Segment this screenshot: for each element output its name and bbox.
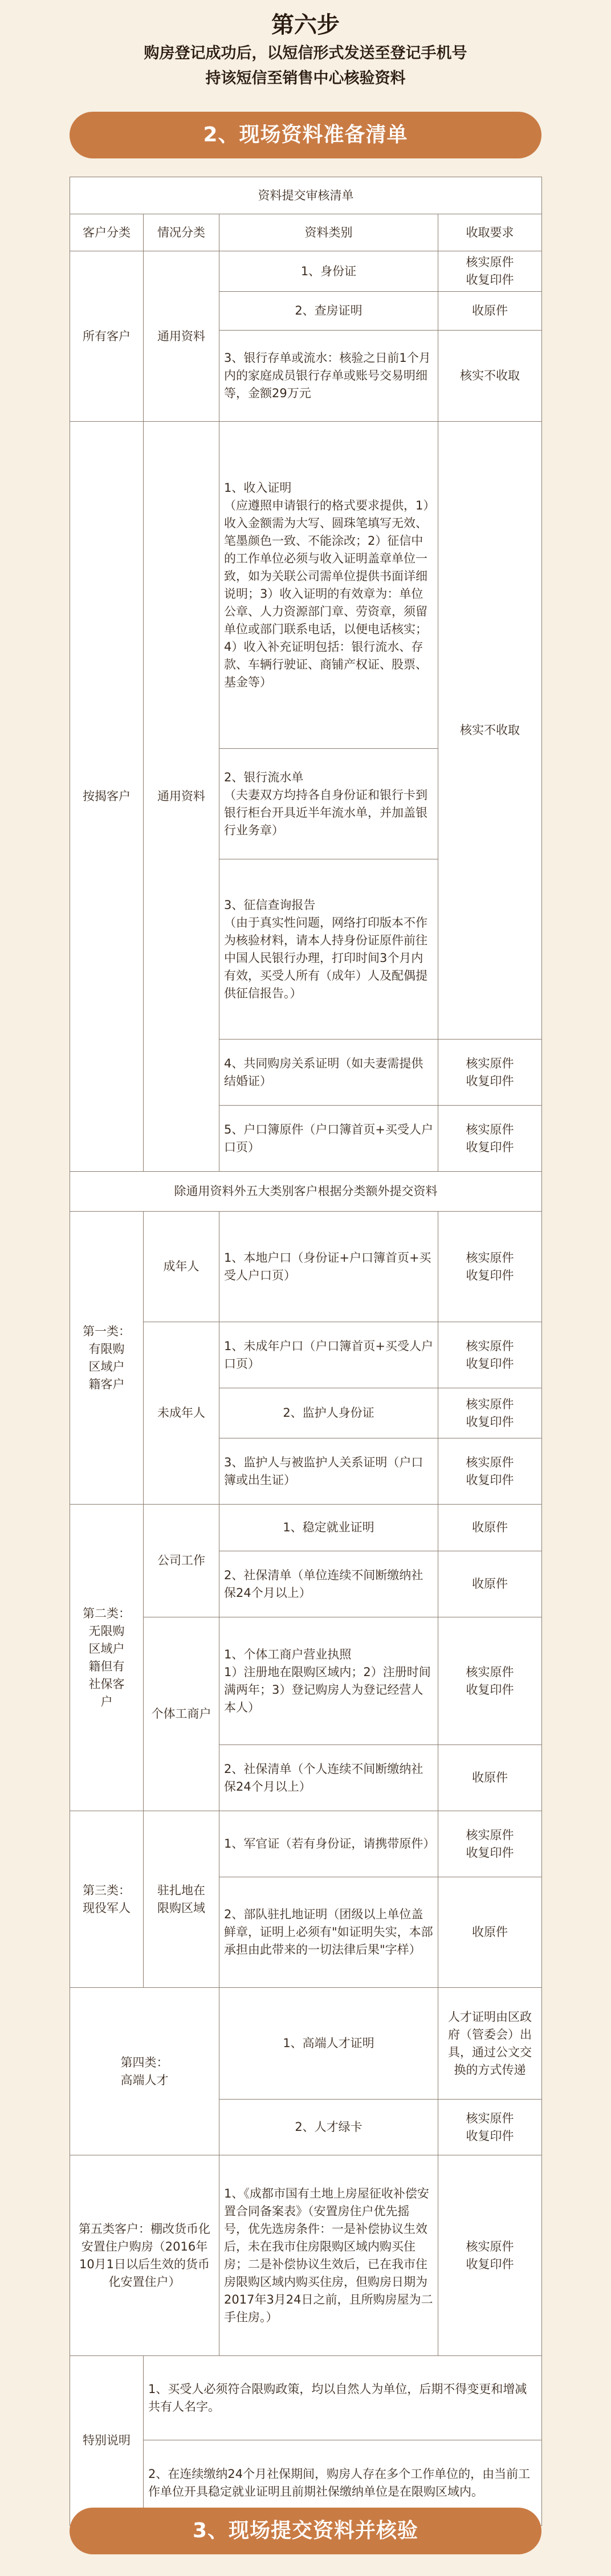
doc-cell: 2、社保清单（个人连续不间断缴纳社保24个月以上） <box>219 1745 438 1811</box>
doc-cell: 2、社保清单（单位连续不间断缴纳社保24个月以上） <box>219 1551 438 1617</box>
req-cell: 收原件 <box>438 1505 542 1551</box>
req-cell: 核实原件 收复印件 <box>438 1106 542 1172</box>
category-class3: 第三类： 现役军人 <box>70 1811 144 1988</box>
doc-cell: 1、高端人才证明 <box>219 1988 438 2100</box>
doc-cell: 1、未成年户口（户口簿首页+买受人户口页） <box>219 1322 438 1388</box>
table-caption: 资料提交审核清单 <box>70 177 542 214</box>
doc-cell: 1、收入证明 （应遵照申请银行的格式要求提供，1）收入金额需为大写、圆珠笔填写无效、笔墨颜色一致、不能涂改；2）征信中的工作单位必须与收入证明盖章单位一致，如为关联公司需单位提供书面详细说明；3）收入证明的有效章为：单位公章、人力资源部门章、劳资章，须留单位或部门联系电话，以便电话核实；4）收入补充证明包括：银行流水、存款、车辆行驶证、商铺产权证、股票、基金等） <box>219 422 438 749</box>
doc-cell: 1、《成都市国有土地上房屋征收补偿安置合同备案表》（安置房住户优先摇号，优先选房条件：一是补偿协议生效后，未在我市住房限购区域内购买住房；二是补偿协议生效后，已在我市住房限购区域内购买住房，但购房日期为2017年3月24日之前，且所购房屋为二手住房。） <box>219 2155 438 2356</box>
header-situation: 情况分类 <box>144 214 219 251</box>
category-all-customers: 所有客户 <box>70 251 144 422</box>
doc-cell: 2、银行流水单 （夫妻双方均持各自身份证和银行卡到银行柜台开具近半年流水单，并加盖银行业务章） <box>219 749 438 859</box>
extra-caption: 除通用资料外五大类别客户根据分类额外提交资料 <box>70 1172 542 1212</box>
req-cell: 核实原件 收复印件 <box>438 1388 542 1438</box>
doc-cell: 1、个体工商户营业执照 1）注册地在限购区域内；2）注册时间满两年；3）登记购房人为登记经营人本人） <box>219 1617 438 1745</box>
doc-cell: 3、银行存单或流水：核验之日前1个月内的家庭成员银行存单或账号交易明细等，金额29万元 <box>219 331 438 422</box>
req-cell: 人才证明由区政府（管委会）出具，通过公文交换的方式传递 <box>438 1988 542 2100</box>
section3-banner: 3、现场提交资料并核验 <box>70 2508 541 2554</box>
req-cell: 核实不收取 <box>438 422 542 1040</box>
req-cell: 核实原件 收复印件 <box>438 251 542 292</box>
section2-banner: 2、现场资料准备清单 <box>70 112 541 158</box>
doc-cell: 1、军官证（若有身份证，请携带原件） <box>219 1811 438 1877</box>
req-cell: 收原件 <box>438 1745 542 1811</box>
category-class1: 第一类： 有限购 区域户 籍客户 <box>70 1212 144 1505</box>
doc-cell: 1、身份证 <box>219 251 438 292</box>
req-cell: 核实原件 收复印件 <box>438 1617 542 1745</box>
checklist-table <box>70 177 542 2526</box>
step-desc-line2: 持该短信至销售中心核验资料 <box>205 70 406 87</box>
req-cell: 核实原件 收复印件 <box>438 1438 542 1505</box>
req-cell: 收原件 <box>438 292 542 331</box>
header-customer-type: 客户分类 <box>70 214 144 251</box>
step-header <box>0 0 611 91</box>
doc-cell: 2、监护人身份证 <box>219 1388 438 1438</box>
doc-cell: 3、监护人与被监护人关系证明（户口簿或出生证） <box>219 1438 438 1505</box>
step-desc-line1: 购房登记成功后，以短信形式发送至登记手机号 <box>144 44 467 62</box>
special-note-label: 特别说明 <box>70 2356 144 2526</box>
doc-cell: 2、人才绿卡 <box>219 2100 438 2155</box>
req-cell: 收原件 <box>438 1877 542 1988</box>
category-class4: 第四类： 高端人才 <box>70 1988 219 2155</box>
doc-cell: 4、共同购房关系证明（如夫妻需提供结婚证） <box>219 1040 438 1106</box>
special-note-1: 1、买受人必须符合限购政策，均以自然人为单位，后期不得变更和增减共有人名字。 <box>144 2356 542 2440</box>
doc-cell: 2、查房证明 <box>219 292 438 331</box>
category-mortgage: 按揭客户 <box>70 422 144 1172</box>
doc-cell: 2、部队驻扎地证明（团级以上单位盖鲜章，证明上必须有"如证明失实，本部承担由此带来的一切法律后果"字样） <box>219 1877 438 1988</box>
situation-company-work: 公司工作 <box>144 1505 219 1617</box>
doc-cell: 1、稳定就业证明 <box>219 1505 438 1551</box>
situation-self-employed: 个体工商户 <box>144 1617 219 1811</box>
situation-minor: 未成年人 <box>144 1322 219 1505</box>
req-cell: 核实原件 收复印件 <box>438 1322 542 1388</box>
req-cell: 核实原件 收复印件 <box>438 1040 542 1106</box>
req-cell: 核实原件 收复印件 <box>438 2100 542 2155</box>
situation-garrison: 驻扎地在 限购区域 <box>144 1811 219 1988</box>
situation-general: 通用资料 <box>144 251 219 422</box>
req-cell: 核实原件 收复印件 <box>438 2155 542 2356</box>
req-cell: 核实原件 收复印件 <box>438 1212 542 1322</box>
doc-cell: 3、征信查询报告 （由于真实性问题，网络打印版本不作为核验材料，请本人持身份证原件前往中国人民银行办理，打印时间3个月内有效，买受人所有（成年）人及配偶提供征信报告。） <box>219 859 438 1040</box>
req-cell: 核实原件 收复印件 <box>438 1811 542 1877</box>
header-doc-type: 资料类别 <box>219 214 438 251</box>
special-note-2: 2、在连续缴纳24个月社保期间，购房人存在多个工作单位的，由当前工作单位开具稳定就业证明且前期社保缴纳单位是在限购区域内。 <box>144 2440 542 2526</box>
step-title: 第六步 <box>271 12 340 38</box>
situation-adult: 成年人 <box>144 1212 219 1322</box>
req-cell: 收原件 <box>438 1551 542 1617</box>
header-requirement: 收取要求 <box>438 214 542 251</box>
req-cell: 核实不收取 <box>438 331 542 422</box>
category-class5: 第五类客户：棚改货币化安置住户购房（2016年10月1日以后生效的货币化安置住户） <box>70 2155 219 2356</box>
category-class2: 第二类： 无限购 区域户 籍但有 社保客 户 <box>70 1505 144 1811</box>
doc-cell: 5、户口簿原件（户口簿首页+买受人户口页） <box>219 1106 438 1172</box>
situation-general: 通用资料 <box>144 422 219 1172</box>
doc-cell: 1、本地户口（身份证+户口簿首页+买受人户口页） <box>219 1212 438 1322</box>
